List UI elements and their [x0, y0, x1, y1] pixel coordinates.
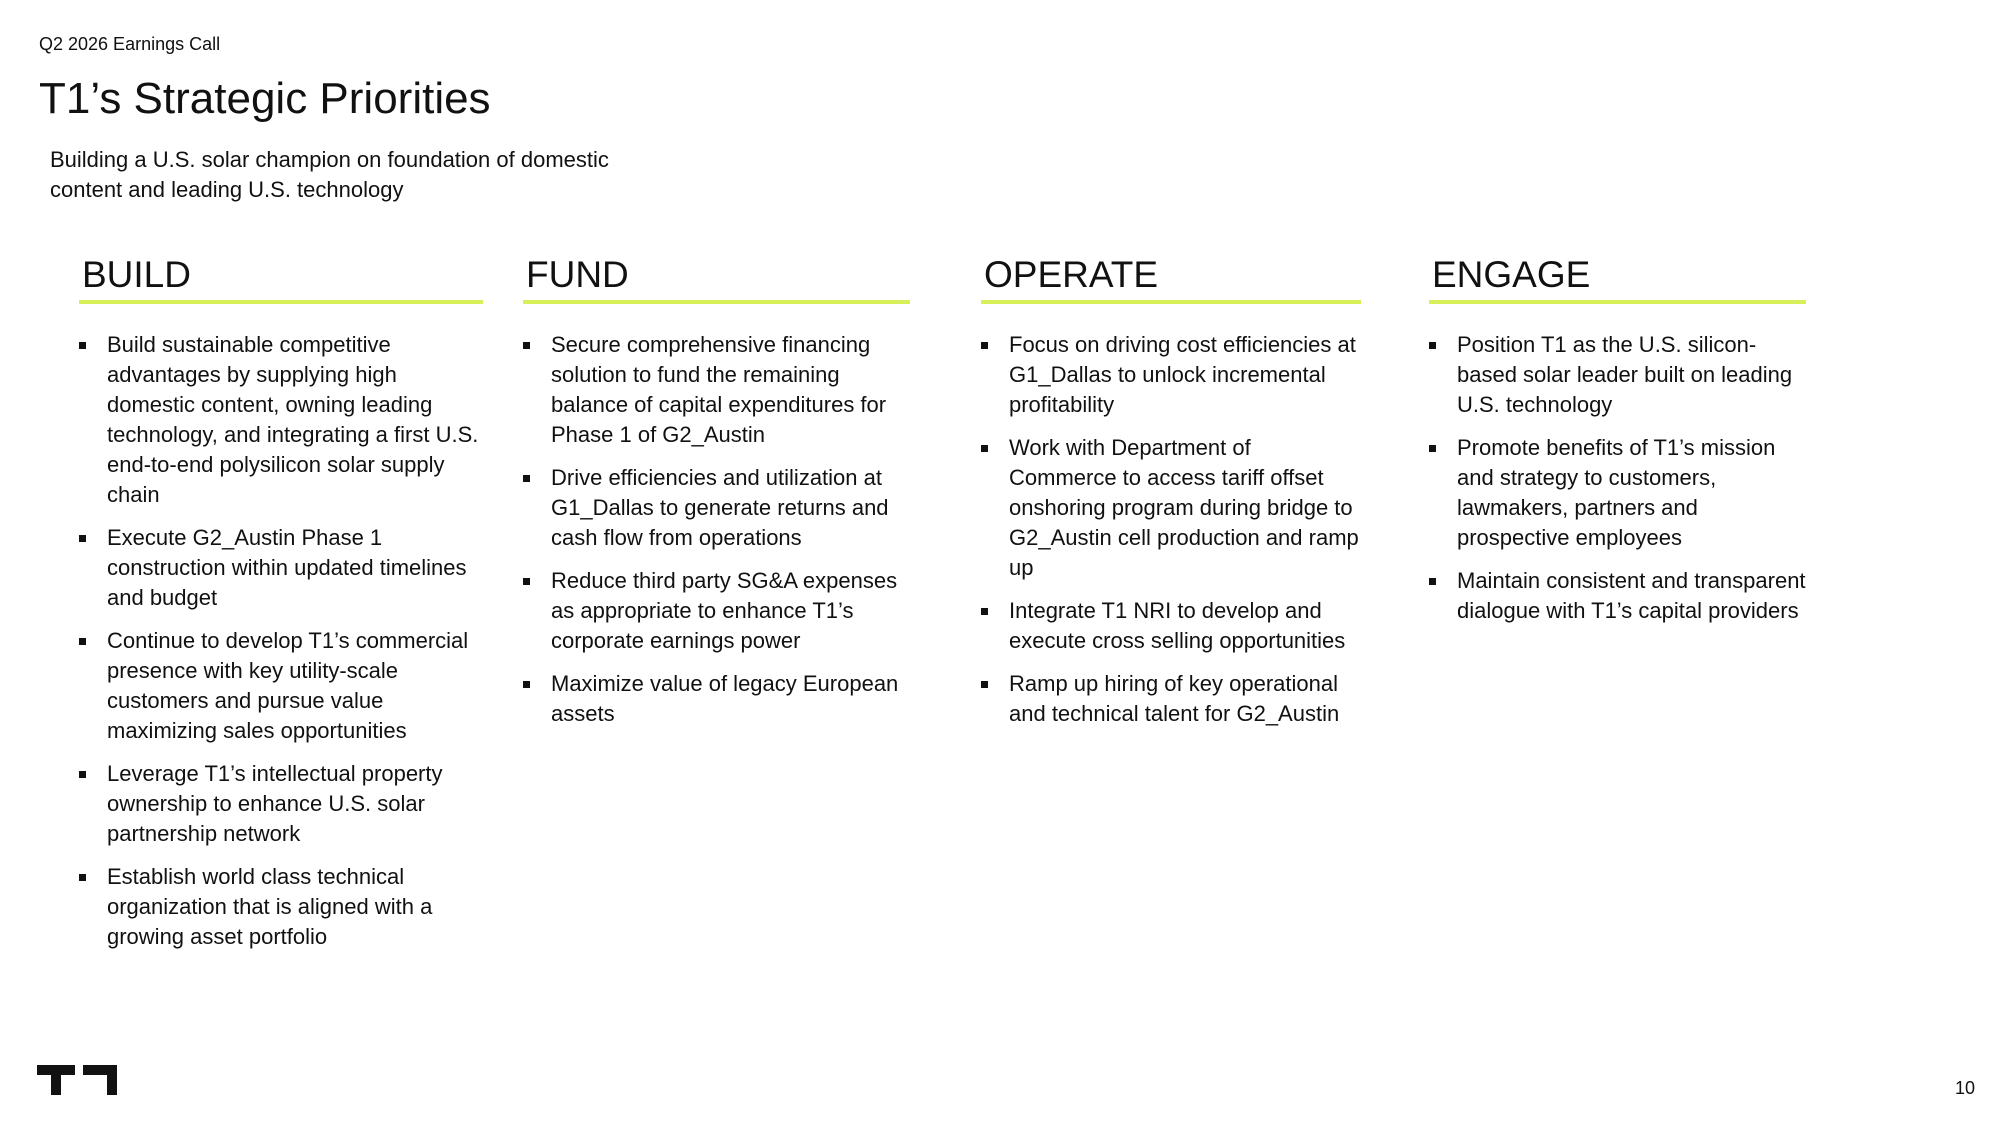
list-item — [79, 523, 483, 613]
list-item — [981, 330, 1361, 420]
list-item-text: Leverage T1’s intellectual property ownership to enhance U.S. solar partnership network — [107, 761, 443, 846]
list-item-text: Establish world class technical organization that is aligned with a growing asset portfolio — [107, 864, 433, 949]
t1-logo-icon — [37, 1065, 117, 1095]
square-bullet-icon — [79, 535, 86, 542]
list-item-text: Ramp up hiring of key operational and technical talent for G2_Austin — [1009, 671, 1340, 726]
list-item-text: Build sustainable competitive advantages by supplying high domestic content, owning leading technology, and integrating a first U.S. end-to-end polysilicon solar supply chain — [107, 332, 479, 507]
list-item — [79, 759, 483, 849]
square-bullet-icon — [523, 342, 530, 349]
square-bullet-icon — [1429, 578, 1436, 585]
list-item — [523, 669, 910, 729]
square-bullet-icon — [981, 681, 988, 688]
list-item-text: Integrate T1 NRI to develop and execute cross selling opportunities — [1009, 598, 1346, 653]
square-bullet-icon — [1429, 445, 1436, 452]
list-item — [523, 330, 910, 450]
list-item-text: Continue to develop T1’s commercial presence with key utility-scale customers and pursue value maximizing sales opportunities — [107, 628, 469, 743]
list-item-text: Reduce third party SG&A expenses as appropriate to enhance T1’s corporate earnings power — [551, 568, 898, 653]
list-item-text: Maintain consistent and transparent dialogue with T1’s capital providers — [1457, 568, 1806, 623]
list-item-text: Secure comprehensive financing solution to fund the remaining balance of capital expenditures for Phase 1 of G2_Austin — [551, 332, 887, 447]
fund-list — [523, 330, 910, 729]
list-item-text: Execute G2_Austin Phase 1 construction within updated timelines and budget — [107, 525, 467, 610]
list-item — [523, 463, 910, 553]
list-item — [981, 596, 1361, 656]
square-bullet-icon — [523, 681, 530, 688]
build-heading: BUILD — [79, 250, 483, 304]
square-bullet-icon — [523, 475, 530, 482]
list-item-text: Position T1 as the U.S. silicon-based solar leader built on leading U.S. technology — [1457, 332, 1793, 417]
engage-column — [1429, 250, 1806, 639]
fund-column — [523, 250, 910, 742]
square-bullet-icon — [79, 771, 86, 778]
square-bullet-icon — [981, 608, 988, 615]
square-bullet-icon — [1429, 342, 1436, 349]
list-item — [523, 566, 910, 656]
list-item-text: Maximize value of legacy European assets — [551, 671, 899, 726]
page-subtitle: Building a U.S. solar champion on foundation of domestic content and leading U.S. technology — [50, 147, 609, 202]
list-item-text: Focus on driving cost efficiencies at G1_Dallas to unlock incremental profitability — [1009, 332, 1356, 417]
list-item — [79, 330, 483, 510]
list-item — [79, 626, 483, 746]
build-list — [79, 330, 483, 952]
list-item — [1429, 330, 1806, 420]
list-item — [79, 862, 483, 952]
square-bullet-icon — [523, 578, 530, 585]
list-item-text: Work with Department of Commerce to access tariff offset onshoring program during bridge to G2_Austin cell production and ramp up — [1009, 435, 1359, 580]
operate-column — [981, 250, 1361, 742]
square-bullet-icon — [79, 874, 86, 881]
page-title: T1’s Strategic Priorities — [39, 74, 491, 123]
list-item-text: Promote benefits of T1’s mission and strategy to customers, lawmakers, partners and prospective employees — [1457, 435, 1776, 550]
engage-list — [1429, 330, 1806, 626]
square-bullet-icon — [79, 342, 86, 349]
square-bullet-icon — [981, 342, 988, 349]
square-bullet-icon — [981, 445, 988, 452]
engage-heading: ENGAGE — [1429, 250, 1806, 304]
list-item — [1429, 566, 1806, 626]
operate-list — [981, 330, 1361, 729]
list-item — [1429, 433, 1806, 553]
build-column — [79, 250, 483, 965]
event-label: Q2 2026 Earnings Call — [39, 34, 221, 54]
square-bullet-icon — [79, 638, 86, 645]
list-item-text: Drive efficiencies and utilization at G1_Dallas to generate returns and cash flow from operations — [551, 465, 889, 550]
operate-heading: OPERATE — [981, 250, 1361, 304]
page-number: 10 — [1954, 1078, 1975, 1098]
fund-heading: FUND — [523, 250, 910, 304]
list-item — [981, 669, 1361, 729]
list-item — [981, 433, 1361, 583]
